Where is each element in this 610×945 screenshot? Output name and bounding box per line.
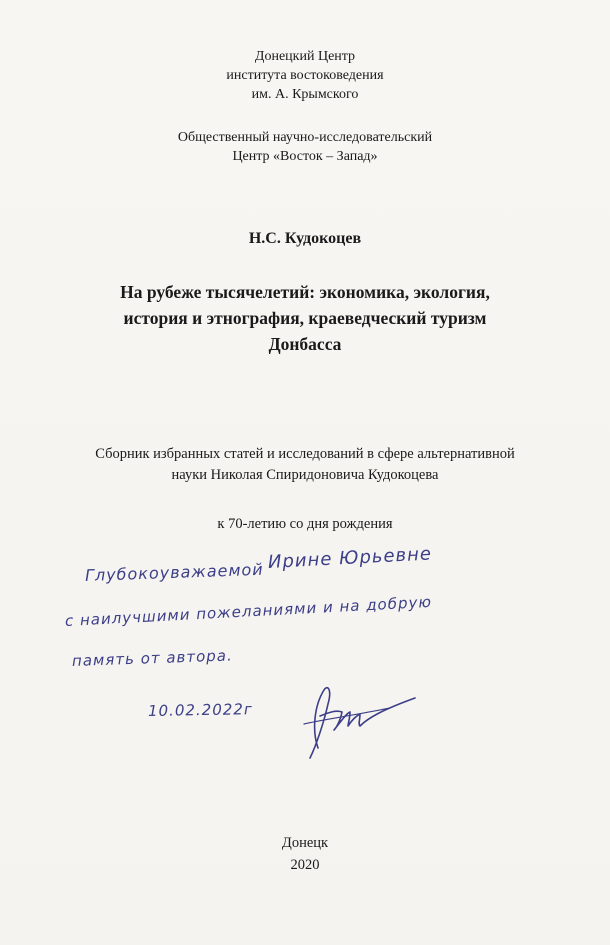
handwritten-signature xyxy=(290,676,420,766)
book-subtitle xyxy=(0,444,610,486)
org-block-1 xyxy=(0,47,610,104)
inscription-line1: Глубокоуважаемой xyxy=(84,559,264,585)
org-block-2 xyxy=(0,128,610,166)
org1-line2: института востоковедения xyxy=(226,68,384,83)
publication-year: 2020 xyxy=(290,857,320,873)
org1-line1: Донецкий Центр xyxy=(254,49,356,64)
org2-line2: Центр «Восток – Запад» xyxy=(232,149,378,164)
subtitle-line1: Сборник избранных статей и исследований в сфере альтернативной xyxy=(95,446,515,462)
author-name: Н.С. Кудокоцев xyxy=(248,230,362,247)
publication-info xyxy=(0,832,610,876)
title-line1: На рубеже тысячелетий: экономика, экология, xyxy=(120,282,490,302)
publication-city: Донецк xyxy=(281,835,329,851)
subtitle-line2: науки Николая Спиридоновича Кудокоцева xyxy=(171,467,439,483)
inscription-name: Ирине Юрьевне xyxy=(267,543,433,573)
title-line2: история и этнография, краеведческий туризм xyxy=(123,308,487,328)
dedication: к 70-летию со дня рождения xyxy=(217,516,393,532)
org2-line1: Общественный научно-исследовательский xyxy=(177,130,433,145)
org1-line3: им. А. Крымского xyxy=(251,87,359,102)
inscription-date: 10.02.2022г xyxy=(147,700,253,720)
inscription-line2: с наилучшими пожеланиями и на добрую xyxy=(64,592,433,630)
book-title xyxy=(0,279,610,357)
title-line3: Донбасса xyxy=(268,334,342,354)
inscription-line3: память от автора. xyxy=(71,646,234,670)
